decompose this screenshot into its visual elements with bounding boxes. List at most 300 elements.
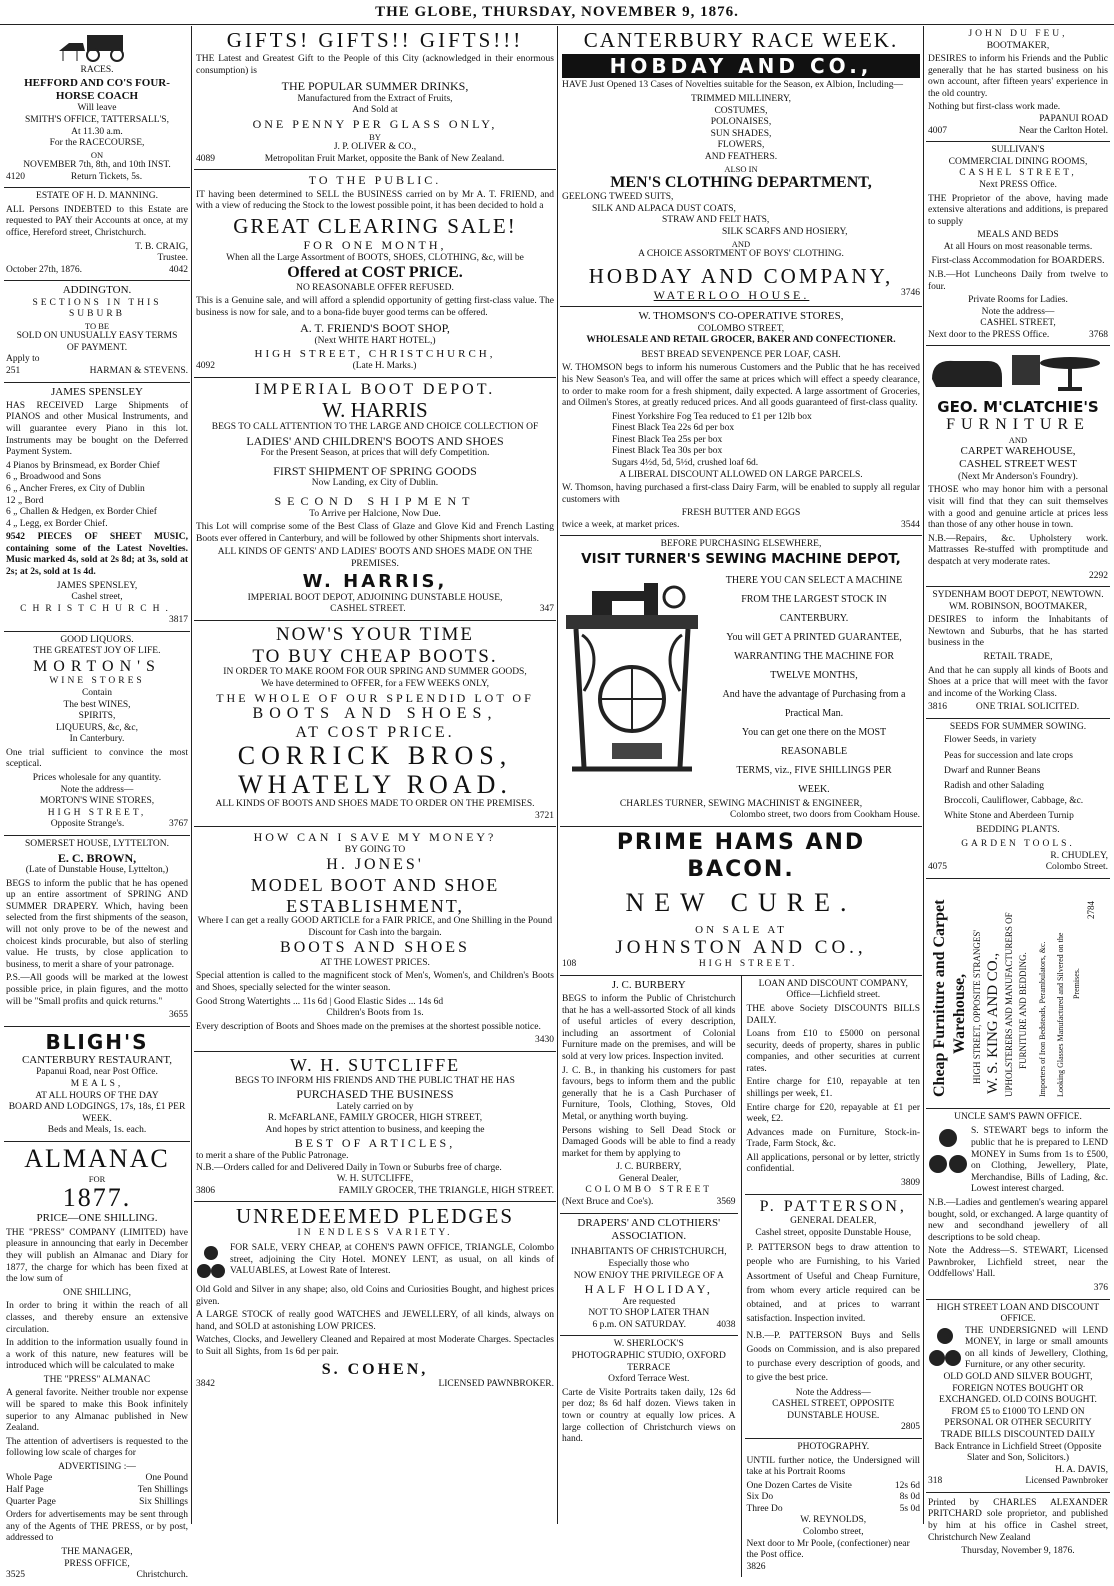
ad-line: WHOLESALE AND RETAIL GROCER, BAKER AND CONFECTIONER. (586, 335, 896, 346)
ad-brown (4, 836, 190, 1027)
masthead: THE GLOBE, THURSDAY, NOVEMBER 9, 1876. (0, 0, 1114, 25)
ad-heading: SEEDS FOR SUMMER SOWING. (949, 721, 1087, 732)
ad-body: DESIRES to inform his Friends and the Public generally that he has started business on his own account, after fifteen years' experience in the old country. (928, 54, 1108, 99)
ad-harris (194, 378, 556, 621)
ad-body: BEGS to inform the public that he has opened up an entire assortment of SPRING AND SUMMER DRAPERY. Which, having been selected from the first shipments of the season, will not only prove to be of the newest and choicest kinds procurable, but also of sterling value. He trusts, by close application to business, to merit a share of your patronage. (6, 878, 188, 970)
ad-heading: BEFORE PURCHASING ELSEWHERE, (660, 539, 822, 550)
ad-title: GIFTS! GIFTS!! GIFTS!!! (226, 28, 524, 52)
price-row (747, 1504, 921, 1516)
ad-line: AT ALL HOURS OF THE DAY (35, 1090, 159, 1101)
col3-split (560, 976, 922, 1578)
seed-list (928, 733, 1108, 824)
ad-line: Premises. (1072, 968, 1081, 999)
ad-line: HIGH STREET, CHRISTCHURCH, (254, 347, 496, 360)
ad-title: J. C. BURBERY (611, 978, 686, 991)
signature: R. CHUDLEY, (1050, 850, 1108, 861)
ad-line: HARMAN & STEVENS. (89, 365, 188, 376)
ad-hobday (560, 26, 922, 307)
ad-line: Now Landing, ex City of Dublin. (311, 478, 439, 489)
signature: W. H. SUTCLIFFE, (336, 1174, 414, 1185)
ad-title: P. PATTERSON, (759, 1197, 907, 1215)
ad-title: H. JONES' (326, 856, 424, 874)
ad-line: THE "PRESS" ALMANAC (43, 1374, 151, 1385)
ad-line: Note the address— (981, 306, 1055, 317)
ad-king (926, 879, 1110, 1109)
ad-body: P.S.—All goods will be marked at the lowest possible price, in plain figures, and the motto will be "Small profits and quick returns." (6, 973, 188, 1007)
ad-line: Especially those who (608, 1258, 690, 1269)
ad-line: Licensed Pawnbroker (1025, 1476, 1108, 1487)
ad-line: BEST BREAD SEVENPENCE PER LOAF, CASH. (641, 349, 841, 360)
ad-line: BOOTS AND SHOES (280, 939, 470, 957)
ad-corrick (194, 621, 556, 828)
ad-body: Advances made on Furniture, Stock-in-Trade, Farm Stock, &c. (746, 1127, 920, 1150)
ad-line: NO REASONABLE OFFER REFUSED. (296, 282, 454, 293)
ad-title: GEO. M'CLATCHIE'S (937, 398, 1099, 417)
ad-line: MEALS, (70, 1079, 124, 1090)
ad-body: N.B.—Repairs, &c. Upholstery work. Mattrasses Re-stuffed with promptitude and despatch at very moderate rates. (928, 533, 1108, 567)
piano-item: 6 „ Challen & Hedgen, ex Border Chief (6, 507, 157, 518)
ad-number: 3430 (535, 1035, 554, 1046)
ad-number: 3655 (169, 1010, 188, 1021)
ad-line: Nothing but first-class work made. (928, 102, 1061, 113)
item-list (562, 94, 920, 163)
turner-line: FROM THE LARGEST STOCK IN (741, 593, 887, 605)
piano-item: 6 „ Broadwood and Sons (6, 472, 101, 483)
ad-line: (Late H. Marks.) (352, 360, 417, 371)
ad-line: CHRISTCHURCH. (20, 603, 174, 614)
ad-line: 6 p.m. ON SATURDAY. (592, 1319, 686, 1330)
ad-line: CASHEL STREET, (980, 318, 1056, 329)
ad-line: PRESS OFFICE, (64, 1558, 130, 1569)
ad-line: SOLD ON UNUSUALLY EASY TERMS (16, 331, 178, 342)
ad-line: General Dealer, (618, 1173, 679, 1184)
pawn-balls-icon (928, 1126, 968, 1178)
races-line: For the RACECOURSE, (49, 138, 145, 149)
ad-body: A LARGE STOCK of really good WATCHES and JEWELLERY, of all kinds, always on hand, and SOLD at astonishing LOW PRICES. (196, 1310, 554, 1332)
ad-line: (Next Mr Anderson's Foundry). (958, 471, 1078, 482)
ad-date: October 27th, 1876. (6, 264, 82, 275)
ad-title: W. S. KING AND CO., (985, 952, 1001, 1094)
seed-item: Broccoli, Cauliflower, Cabbage, &c. (944, 796, 1084, 807)
ad-line: Next PRESS Office. (979, 179, 1057, 190)
ad-thomson (560, 307, 922, 536)
signature: H. A. DAVIS, (1055, 1464, 1108, 1475)
ad-line: GEELONG TWEED SUITS, (562, 192, 674, 203)
ad-number: 3525 (6, 1570, 25, 1581)
ad-line: At all Hours on most reasonable terms. (943, 241, 1093, 252)
imprint-date: Thursday, November 9, 1876. (961, 1546, 1075, 1557)
ad-line: Colombo Street. (1045, 862, 1108, 873)
ad-line: FOR (88, 1173, 106, 1184)
races-line: NOVEMBER 7th, 8th, and 10th INST. (23, 160, 171, 171)
ad-line: (Late of Dunstable House, Lyttelton,) (25, 865, 169, 876)
ad-patterson (745, 1195, 923, 1439)
ad-body: A general favorite. Neither trouble nor expense will be spared to make this Book infinitely superior to any Almanac published in New Zealand. (6, 1388, 188, 1434)
piano-item: 6 „ Ancher Freres, ex City of Dublin (6, 483, 145, 494)
ad-body: DESIRES to inform the Inhabitants of Newtown and Suburbs, that he has started business in the (928, 615, 1108, 649)
ad-robinson (926, 587, 1110, 719)
ad-line: GENERAL DEALER, (790, 1215, 877, 1226)
ad-number: 3569 (716, 1197, 736, 1207)
ad-burbery (560, 976, 738, 1214)
ad-line: to merit a share of the Public Patronage. (196, 1151, 349, 1162)
ad-body: In addition to the information usually found in a work of this nature, new features will be introduced which will be calculated to make (6, 1338, 188, 1372)
ad-body: THE Latest and Greatest Gift to the People of this City (acknowledged in their enormous consumption) is (196, 54, 554, 76)
ad-line: BY GOING TO (344, 844, 406, 855)
tea-item: Finest Yorkshire Fog Tea reduced to £1 per 12lb box (612, 411, 812, 422)
ad-loan (745, 976, 923, 1195)
ad-line: J. P. OLIVER & CO., (333, 142, 417, 153)
ad-body: One trial sufficient to convince the most sceptical. (6, 747, 188, 770)
ad-number: 3746 (900, 287, 920, 298)
ad-line: Importers of Iron Bedsteads, Perambulators, &c. (1038, 941, 1047, 1097)
novelty-item: TRIMMED MILLINERY, (690, 94, 792, 105)
ad-line: ALSO IN (724, 163, 758, 174)
ad-line: Near the Carlton Hotel. (1018, 125, 1108, 136)
ad-heading: ADDINGTON. (62, 284, 132, 297)
ad-body: THE above Society DISCOUNTS BILLS DAILY. (746, 1003, 920, 1026)
ad-line: SILK SCARFS AND HOSIERY, (722, 227, 848, 238)
signature: CHARLES TURNER, SEWING MACHINIST & ENGINEER, (619, 798, 863, 809)
races-line: Will leave (77, 103, 117, 114)
novelty-item: POLONAISES, (710, 117, 772, 128)
rate-row (6, 1473, 188, 1485)
ad-line: When all the Large Assortment of BOOTS, SHOES, CLOTHING, &c, will be (226, 252, 524, 263)
ad-body: HAS RECEIVED Large Shipments of PIANOS and other Musical Instruments, and will guarantee every Piano in this lot. Instruments may be bought on the Deferred Payment System. (6, 400, 188, 458)
price-row-value: 8s 0d (899, 1492, 920, 1503)
ad-addington (4, 281, 190, 382)
ad-number: 3721 (535, 810, 554, 821)
ad-line: Next door to the PRESS Office. (928, 329, 1050, 340)
rate-row-label: Quarter Page (6, 1496, 56, 1507)
ad-title: NOW'S YOUR TIME (275, 623, 475, 645)
ad-line: N.B.—Orders called for and Delivered Daily in Town or Suburbs free of charge. (196, 1162, 502, 1173)
ad-body: This is a Genuine sale, and will afford a splendid opportunity of getting first-class value. The business is now for sale, and to a bona-fide buyer good terms can be offered. (196, 296, 554, 318)
rate-row-label: Whole Page (6, 1473, 53, 1484)
ad-line: BEGS TO CALL ATTENTION TO THE LARGE AND CHOICE COLLECTION OF (211, 422, 539, 433)
ad-title: TO BUY CHEAP BOOTS. (252, 645, 498, 667)
ad-line: Apply to (6, 354, 40, 365)
ad-body: ALL Persons INDEBTED to this Estate are requested to PAY their Accounts at once, at my office, Hereford street, Christchurch. (6, 204, 188, 238)
ad-body: N.B.—P. PATTERSON Buys and Sells Goods on Commission, and is also prepared to purchase every description of goods, and to give the best price. (746, 1330, 920, 1384)
ad-line: ALL KINDS OF BOOTS AND SHOES MADE TO ORDER ON THE PREMISES. (215, 799, 535, 810)
ad-manning (4, 188, 190, 281)
races-line: ON (90, 149, 104, 160)
turner-line: Practical Man. (784, 707, 844, 719)
ad-line: (Next Bruce and Coe's). (562, 1197, 654, 1207)
ad-number: 3817 (169, 615, 188, 626)
races-lead: HEFFORD AND CO'S FOUR-HORSE COACH (24, 76, 170, 102)
ad-line: Lately carried on by (336, 1101, 414, 1112)
ad-number: 3842 (196, 1378, 215, 1389)
ad-heading: HIGH STREET LOAN AND DISCOUNT OFFICE. (936, 1302, 1100, 1325)
ad-line: And Sold at (352, 105, 398, 116)
ad-line: CASHEL STREET WEST (959, 458, 1077, 471)
ad-line: Cashel street, (71, 592, 123, 603)
ad-bligh (4, 1027, 190, 1142)
ad-line: AND (731, 238, 751, 249)
ad-title: NEW CURE. (625, 888, 857, 918)
ad-title: JOHN DU FEU, (968, 29, 1068, 39)
ad-line: PURCHASED THE BUSINESS (296, 1087, 454, 1102)
ad-line: THE WHOLE OF OUR SPLENDID LOT OF (216, 690, 534, 705)
sewing-machine-icon (562, 571, 702, 781)
ad-line: RETAIL TRADE, (983, 651, 1053, 662)
ad-jones (194, 827, 556, 1052)
ad-line: Private Rooms for Ladies. (968, 295, 1068, 306)
ad-sullivan (926, 142, 1110, 346)
ad-line: PRICE—ONE SHILLING. (36, 1212, 158, 1225)
price-row-label: Three Do (746, 1503, 783, 1514)
ad-dufeu (926, 26, 1110, 142)
ad-line: Colombo street, (802, 1527, 864, 1537)
ad-line: TO BE (84, 320, 110, 331)
ad-line: Where I can get a really GOOD ARTICLE for a FAIR PRICE, and One Shilling in the Pound Discount for Cash into the bargain. (197, 916, 553, 938)
price-row (747, 1481, 921, 1493)
ad-line: Papanui Road, near Post Office. (36, 1067, 158, 1078)
ad-body: P. PATTERSON begs to draw attention to people who are Furnishing, to his Varied Assortment of Useful and Cheap Furniture, from whom every article required can be obtained, and at prices to warrant satisfaction. Inspection invited. (746, 1243, 920, 1325)
ad-body: THE "PRESS" COMPANY (LIMITED) have pleasure in announcing that early in December they will publish an Almanac and Diary for 1877, the charge for which has been fixed at the low sum of (6, 1227, 188, 1285)
ad-line: NOT TO SHOP LATER THAN (588, 1308, 710, 1319)
ad-line: MEN'S CLOTHING DEPARTMENT, (610, 173, 872, 191)
ad-line: ADVERTISING :— (58, 1461, 136, 1472)
ad-line: COMMERCIAL DINING ROOMS, (948, 156, 1088, 167)
ad-body: Loans from £10 to £5000 on personal security, deeds of property, shares in public companies, and other securities at current rates. (746, 1029, 920, 1074)
ad-title: Cheap Furniture and Carpet (931, 899, 948, 1097)
ad-spensley (4, 383, 190, 632)
ad-line: Looking Glasses Manufactured and Silvered on the (1056, 932, 1065, 1097)
ad-title: CORRICK BROS, (237, 740, 513, 770)
seed-item: White Stone and Aberdeen Turnip (944, 811, 1074, 822)
ad-line: INHABITANTS OF CHRISTCHURCH, (570, 1247, 727, 1258)
piano-item: 4 Pianos by Brinsmead, ex Border Chief (6, 460, 160, 471)
ad-title: SULLIVAN'S (991, 145, 1045, 156)
ad-heading: IMPERIAL BOOT DEPOT. (254, 380, 496, 398)
ad-title: JOHNSTON AND CO., (615, 937, 867, 959)
ad-body: THE Proprietor of the above, having made extensive alterations and additions, is prepared to supply (928, 193, 1108, 227)
ad-line: FIRST SHIPMENT OF SPRING GOODS (273, 463, 477, 478)
ad-line: BEDDING PLANTS. (976, 824, 1060, 835)
ad-line: ONE TRIAL SOLICITED. (975, 702, 1080, 713)
ad-line: FOR ONE MONTH, (303, 238, 447, 253)
seed-item: Flower Seeds, in variety (944, 735, 1037, 746)
tea-item: Finest Black Tea 25s per box (612, 434, 723, 445)
ad-title: UNREDEEMED PLEDGES (235, 1204, 515, 1229)
rate-row-label: Half Page (6, 1485, 44, 1496)
ad-line: THE GREATEST JOY OF LIFE. (33, 646, 161, 657)
piano-item: 12 „ Bord (6, 495, 44, 506)
ad-hams (560, 827, 922, 976)
ad-number: 4007 (928, 125, 947, 136)
tea-item: Finest Black Tea 30s per box (612, 446, 723, 457)
novelty-item: COSTUMES, (714, 105, 768, 116)
ad-line: Note the address— (60, 784, 134, 795)
ad-line: COLOMBO STREET, (697, 323, 785, 334)
ad-body: This Lot will comprise some of the Best Class of Glaze and Glove Kid and French Lasting Boots ever offered in Canterbury, and will be followed by other Shipments short intervals. (196, 522, 554, 544)
ad-number: 3806 (196, 1185, 215, 1196)
signature: J. C. BURBERY, (616, 1162, 682, 1173)
ad-line: Cashel street, opposite Dunstable House, (755, 1227, 912, 1238)
ad-line: ONE SHILLING, (62, 1287, 132, 1298)
ad-number: 3768 (1089, 329, 1108, 340)
ad-line: IN ORDER TO MAKE ROOM FOR OUR SPRING AND SUMMER GOODS, (223, 667, 527, 678)
ad-line: HIGH STREET. (698, 959, 798, 970)
furniture-icon (928, 349, 1106, 393)
column-4 (926, 26, 1110, 1557)
ad-heading: DRAPERS' AND CLOTHIERS' ASSOCIATION. (577, 1216, 721, 1242)
signature: W. REYNOLDS, (800, 1515, 867, 1526)
ad-line: BOOTS AND SHOES, (252, 705, 498, 723)
ad-line: HIGH STREET, OPPOSITE STRANGES' (972, 929, 982, 1084)
ad-line: A LIBERAL DISCOUNT ALLOWED ON LARGE PARCELS. (619, 469, 863, 480)
ad-number: 2292 (1089, 570, 1108, 581)
column-1 (4, 26, 190, 1581)
ad-heading: ESTATE OF H. D. MANNING. (36, 191, 158, 202)
ad-line: LICENSED PAWNBROKER. (438, 1378, 554, 1389)
turner-line: And have the advantage of Purchasing from a (722, 688, 906, 700)
ad-races (4, 26, 190, 188)
ad-line: BEST OF ARTICLES, (294, 1136, 456, 1151)
ad-title: W. SHERLOCK'S (613, 1339, 684, 1350)
ad-line: BEGS TO INFORM HIS FRIENDS AND THE PUBLIC THAT HE HAS (235, 1075, 515, 1086)
ad-title: MORTON'S (33, 658, 161, 676)
ad-line: PAPANUI ROAD (1039, 114, 1108, 125)
ad-line: Prices wholesale for any quantity. (32, 773, 162, 784)
ad-line: OLD GOLD AND SILVER BOUGHT, FOREIGN NOTES BOUGHT OR EXCHANGED. OLD COINS BOUGHT. (939, 1372, 1097, 1406)
ad-number: 376 (1093, 1282, 1108, 1293)
ad-title: CANTERBURY RACE WEEK. (583, 28, 899, 52)
ad-heading: GOOD LIQUORS. (60, 634, 134, 645)
ad-line: Note the Address— (795, 1387, 871, 1398)
ad-line: (Next WHITE HART HOTEL,) (314, 336, 436, 346)
column-rule (191, 26, 192, 1524)
ad-number: 4038 (716, 1319, 736, 1330)
ad-number: 347 (539, 604, 554, 615)
turner-line: THERE YOU CAN SELECT A MACHINE (725, 574, 903, 586)
ad-line: We have determined to OFFER, for a FEW WEEKS ONLY, (260, 678, 490, 689)
races-line: Return Tickets, 5s. (70, 171, 143, 182)
ad-almanac (4, 1142, 190, 1586)
ad-body: Old Gold and Silver in any shape; also, old Coins and Curiosities Bought, and highest prices given. (196, 1285, 554, 1307)
signature-title: Trustee. (157, 253, 188, 264)
ad-line: OF PAYMENT. (66, 342, 128, 353)
ad-body: Note the Address—S. STEWART, Licensed Pawnbroker, Lichfield street, near the Oddfellows' Hall. (928, 1246, 1108, 1280)
ad-heading: PHOTOGRAPHY. (797, 1441, 870, 1452)
ad-line: Children's Boots from 1s. (326, 1008, 424, 1019)
ad-heading: SYDENHAM BOOT DEPOT, NEWTOWN. (932, 590, 1104, 601)
seed-item: Radish and other Salading (944, 781, 1044, 792)
ad-line: AND (1008, 434, 1028, 445)
ad-friend (194, 170, 556, 377)
piano-item: 4 „ Legg, ex Border Chief. (6, 518, 108, 529)
ad-line: FURNITURE AND BEDDING. (1018, 952, 1028, 1069)
ad-body: N.B.—Ladies and gentlemen's wearing apparel bought, sold, or exchanged. A large quantity of new and secondhand jewellery of all descriptions to be sold cheap. (928, 1197, 1108, 1243)
wine-item: SPIRITS, (78, 711, 116, 722)
ad-gifts (194, 26, 556, 170)
ad-heading: SOMERSET HOUSE, LYTTELTON. (24, 838, 170, 849)
ad-line: WINE STORES (49, 676, 145, 687)
ad-mortons (4, 632, 190, 836)
column-rule (557, 26, 558, 1524)
ad-body: Entire charge for £10, repayable at ten shillings per week, £1. (746, 1077, 920, 1099)
ad-number: 4089 (196, 153, 215, 164)
ad-line: FRESH BUTTER AND EGGS (681, 508, 801, 519)
ad-title: GREAT CLEARING SALE! (233, 213, 517, 238)
ad-body: Every description of Boots and Shoes made on the premises at the shortest possible notice. (196, 1021, 541, 1032)
ad-body: IT having been determined to SELL the BUSINESS carried on by Mr A. T. FRIEND, and with a view of reducing the Stock to the lowest possible point, it has been decided to hold a (196, 189, 554, 212)
ad-title: W. HARRIS (322, 397, 428, 422)
ad-title: WM. ROBINSON, BOOTMAKER, (948, 601, 1088, 612)
ad-title: E. C. BROWN, (57, 850, 137, 865)
turner-line: CANTERBURY. (779, 612, 849, 624)
ad-line: FROM £5 to £1000 TO LEND ON PERSONAL OR OTHER SECURITY TRADE BILLS DISCOUNTED DAILY (940, 1406, 1096, 1440)
ad-number: 4092 (196, 360, 215, 371)
price-row-value: 12s 6d (894, 1480, 920, 1491)
ad-body: S. STEWART begs to inform the public that he is prepared to LEND MONEY in Sums from 1s to £500, on Clothing, Jewellery, Plate, Merchandise, Bills of Lading, &c. Lowest interest charged. (971, 1126, 1108, 1195)
turner-line: WARRANTING THE MACHINE FOR (733, 650, 895, 662)
ad-title: PRIME HAMS AND BACON. (616, 829, 866, 882)
ad-line: AT THE LOWEST PRICES. (320, 957, 430, 968)
ad-body: In order to bring it within the reach of all classes, and thereby ensure an extensive circulation. (6, 1301, 188, 1335)
ad-line: R. McFARLANE, FAMILY GROCER, HIGH STREET, (267, 1113, 483, 1124)
ad-title: Warehouse, (951, 973, 968, 1054)
ad-number: 4075 (928, 862, 947, 873)
ad-number: 251 (6, 365, 21, 376)
ad-line: To Arrive per Halcione, Now Due. (309, 508, 441, 519)
pawn-balls-icon (928, 1326, 962, 1372)
wine-item: The best WINES, (63, 699, 131, 710)
tea-item: Sugars 4½d, 5d, 5½d, crushed loaf 6d. (612, 458, 759, 469)
ad-line: Beds and Meals, 1s. each. (47, 1125, 147, 1136)
ad-turner (560, 536, 922, 826)
ad-number: 4042 (169, 264, 188, 275)
ad-line: MORTON'S WINE STORES, (39, 796, 155, 807)
rate-row-value: One Pound (145, 1473, 188, 1484)
ad-heading: LOAN AND DISCOUNT COMPANY, (758, 978, 908, 989)
ad-line: A. T. FRIEND'S BOOT SHOP, (300, 321, 450, 336)
novelty-item: FLOWERS, (717, 140, 765, 151)
ad-line: Opposite Strange's. (50, 819, 125, 830)
ad-sutcliffe (194, 1052, 556, 1203)
ad-body: J. C. B., in thanking his customers for past favours, begs to inform them and the public generally that he is a Cash Purchaser of Furniture, Tools, Clothing, Stoves, Old Metal, or anything worth buying. (562, 1065, 736, 1122)
price-list (747, 1481, 921, 1516)
ad-heading: JAMES SPENSLEY (51, 385, 143, 398)
rate-row-value: Ten Shillings (137, 1485, 188, 1496)
ad-line: IN ENDLESS VARIETY. (297, 1228, 453, 1239)
ad-number: 3767 (168, 819, 188, 830)
ad-line: PHOTOGRAPHIC STUDIO, OXFORD TERRACE (571, 1351, 726, 1373)
turner-line: You will GET A PRINTED GUARANTEE, (726, 631, 902, 643)
ad-heading: HOW CAN I SAVE MY MONEY? (253, 830, 497, 845)
rate-row (6, 1485, 188, 1497)
piano-list (6, 461, 188, 530)
ad-number: 3826 (746, 1561, 766, 1572)
turner-line: You can get one there on the MOST REASONABLE (741, 726, 887, 757)
ad-heading: TO THE PUBLIC. (308, 173, 442, 188)
ad-chudley (926, 719, 1110, 879)
ad-body: Special attention is called to the magnificent stock of Men's, Women's, and Children's Boots and Shoes, specially selected for the winter season. (196, 971, 554, 993)
ad-line: NOW ENJOY THE PRIVILEGE OF A (573, 1270, 724, 1281)
ad-title: BLIGH'S (45, 1029, 149, 1054)
ad-title: ESTABLISHMENT, (286, 895, 464, 916)
ad-line: A CHOICE ASSORTMENT OF BOYS' CLOTHING. (638, 248, 844, 259)
ad-title: 1877. (62, 1182, 132, 1212)
imprint-text: Printed by CHARLES ALEXANDER PRITCHARD sole proprietor, and published by him at his office in Cashel street, Christchurch New Zealand (928, 1497, 1108, 1543)
ad-number: 2784 (1086, 900, 1096, 919)
ad-body: Orders for advertisements may be sent through any of the Agents of THE PRESS, or by post, addressed to (6, 1510, 188, 1544)
ad-title: S. COHEN, (321, 1360, 429, 1378)
ad-number: 318 (928, 1476, 943, 1487)
